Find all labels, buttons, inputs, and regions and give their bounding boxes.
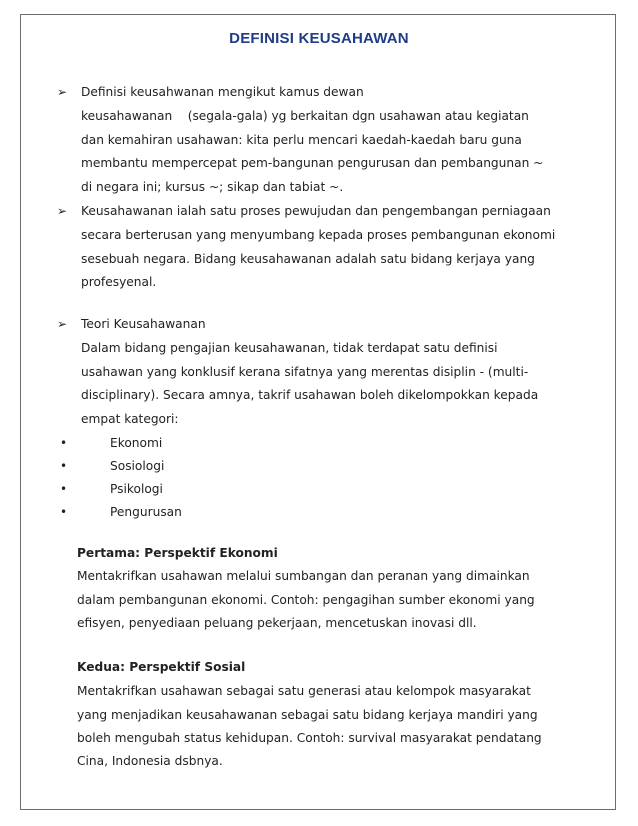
paragraph-line: usahawan yang konklusif kerana sifatnya yang merentas disiplin - (multi-	[81, 365, 529, 379]
bullet-dot-icon: •	[60, 459, 68, 473]
paragraph-line: Dalam bidang pengajian keusahawanan, tidak terdapat satu definisi	[81, 341, 498, 355]
arrow-bullet-icon: ➢	[57, 317, 68, 331]
paragraph-line: di negara ini; kursus ~; sikap dan tabiat ~.	[81, 180, 344, 194]
paragraph-line: secara berterusan yang menyumbang kepada proses pembangunan ekonomi	[81, 228, 556, 242]
paragraph-line: Cina, Indonesia dsbnya.	[77, 754, 223, 768]
paragraph-line: dalam pembangunan ekonomi. Contoh: pengagihan sumber ekonomi yang	[77, 593, 535, 607]
paragraph-line: yang menjadikan keusahawanan sebagai satu bidang kerjaya mandiri yang	[77, 708, 538, 722]
section-heading: Kedua: Perspektif Sosial	[77, 660, 246, 674]
paragraph-line: Mentakrifkan usahawan sebagai satu generasi atau kelompok masyarakat	[77, 684, 531, 698]
paragraph-line: empat kategori:	[81, 412, 179, 426]
arrow-bullet-icon: ➢	[57, 85, 68, 99]
paragraph-line: Definisi keusahwanan mengikut kamus dewan	[81, 85, 364, 99]
bullet-dot-icon: •	[60, 436, 68, 450]
category-item: Psikologi	[110, 482, 163, 496]
paragraph-line: Mentakrifkan usahawan melalui sumbangan dan peranan yang dimainkan	[77, 569, 530, 583]
category-item: Pengurusan	[110, 505, 182, 519]
paragraph-line: dan kemahiran usahawan: kita perlu mencari kaedah-kaedah baru guna	[81, 133, 522, 147]
document-title: DEFINISI KEUSAHAWAN	[229, 30, 409, 47]
section-heading: Teori Keusahawanan	[81, 317, 206, 331]
paragraph-line: boleh mengubah status kehidupan. Contoh: survival masyarakat pendatang	[77, 731, 542, 745]
category-item: Ekonomi	[110, 436, 163, 450]
bullet-dot-icon: •	[60, 482, 68, 496]
paragraph-line: profesyenal.	[81, 275, 157, 289]
bullet-dot-icon: •	[60, 505, 68, 519]
paragraph-line: disciplinary). Secara amnya, takrif usahawan boleh dikelompokkan kepada	[81, 388, 539, 402]
category-item: Sosiologi	[110, 459, 165, 473]
paragraph-line: Keusahawanan ialah satu proses pewujudan dan pengembangan perniagaan	[81, 204, 551, 218]
paragraph-line: sesebuah negara. Bidang keusahawanan adalah satu bidang kerjaya yang	[81, 252, 535, 266]
paragraph-line: efisyen, penyediaan peluang pekerjaan, mencetuskan inovasi dll.	[77, 616, 477, 630]
paragraph-line: keusahawanan (segala-gala) yg berkaitan dgn usahawan atau kegiatan	[81, 109, 529, 123]
arrow-bullet-icon: ➢	[57, 204, 68, 218]
paragraph-line: membantu mempercepat pem-bangunan pengurusan dan pembangunan ~	[81, 156, 544, 170]
section-heading: Pertama: Perspektif Ekonomi	[77, 546, 278, 560]
